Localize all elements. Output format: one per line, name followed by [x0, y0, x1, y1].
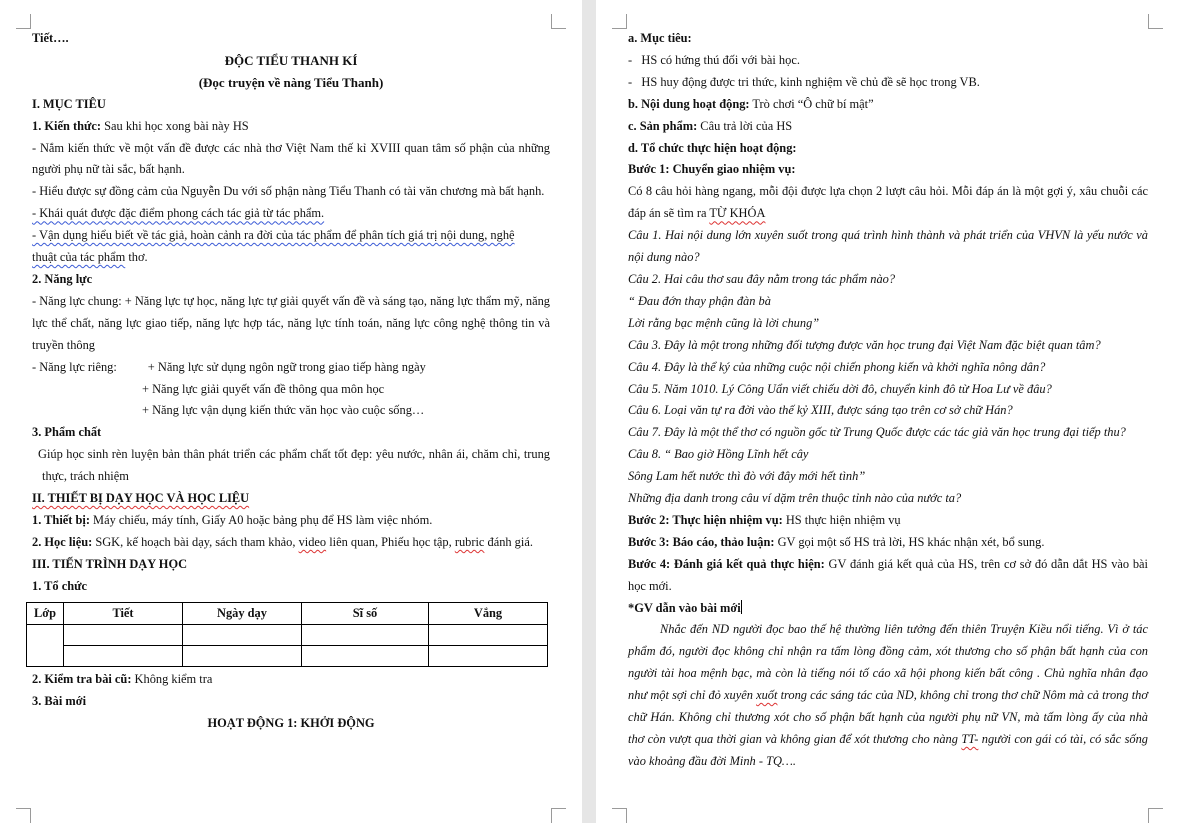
- document-title: ĐỘC TIỂU THANH KÍ: [224, 52, 358, 68]
- section-heading: 3. Phẩm chất: [32, 425, 102, 440]
- section-heading: 3. Bài mới: [32, 694, 87, 709]
- paragraph: [32, 225, 550, 269]
- table-header: Vắng: [429, 602, 548, 625]
- paragraph: [628, 532, 1148, 554]
- question: Câu 1. Hai nội dung lớn xuyên suốt trong quá trình hình thành và phát triển của VHVN là yếu nước và nội dung nào?: [628, 228, 1148, 265]
- label: *GV dẫn vào bài mới: [628, 600, 741, 615]
- paragraph: [628, 94, 1148, 116]
- page-body[interactable]: [32, 28, 550, 735]
- label: Bước 4: Đánh giá kết quả thực hiện:: [628, 556, 825, 571]
- poem-line: “ Đau đớn thay phận đàn bà: [628, 293, 771, 308]
- section-heading: d. Tổ chức thực hiện hoạt động:: [628, 140, 797, 155]
- table-cell[interactable]: [183, 646, 302, 667]
- question: Câu 7. Đây là một thể thơ có nguồn gốc từ Trung Quốc được các tác giả văn học trung đại tiếp thu?: [628, 425, 1126, 440]
- spell-marked-text: II. THIẾT BỊ DẠY HỌC VÀ HỌC LIỆU: [32, 491, 250, 506]
- paragraph: [628, 510, 1148, 532]
- margin-corner-mark: [612, 808, 627, 823]
- document-page-left: [0, 0, 582, 823]
- page-body[interactable]: [628, 28, 1148, 773]
- text: HS thực hiện nhiệm vụ: [782, 512, 901, 527]
- question: Những địa danh trong câu ví dặm trên thuộc tỉnh nào của nước ta?: [628, 491, 962, 506]
- paragraph: [32, 510, 550, 532]
- table-cell[interactable]: [27, 625, 64, 667]
- table-cell[interactable]: [302, 625, 429, 646]
- margin-corner-mark: [551, 14, 566, 29]
- text-cursor: [741, 600, 742, 614]
- paragraph: - Nắm kiến thức về một vấn đề được các nhà thơ Việt Nam thế kỉ XVIII quan tâm số phận của những người phụ nữ tài sắc, bất hạnh.: [32, 140, 550, 177]
- table-header: Lớp: [27, 602, 64, 625]
- label: 1. Kiến thức:: [32, 118, 102, 133]
- section-heading: [32, 488, 550, 510]
- question: Câu 6. Loại văn tự ra đời vào thế kỷ XIII, được sáng tạo trên cơ sở chữ Hán?: [628, 403, 1013, 418]
- grammar-marked-text: thuật của tác phẩm: [32, 250, 126, 265]
- section-heading: I. MỤC TIÊU: [32, 96, 106, 111]
- margin-corner-mark: [1148, 14, 1163, 29]
- text: Nhắc đến ND người đọc bao thế hệ thường liên tưởng đến thiên Truyện Kiều nổi tiếng. Vì ở tác phẩm đó, người đọc không chỉ nhận ra tấm lòng đồng cảm, xót thương cho số phận bất hạnh của con người tài hoa mệnh bạc, mà còn là tiếng nói tố cáo xã hội phong kiến bất công . Chủ nghĩa nhân đạo như một sợi chỉ đỏ xuyên: [628, 622, 1148, 703]
- label: 1. Thiết bị:: [32, 512, 90, 527]
- label: Bước 2: Thực hiện nhiệm vụ:: [628, 512, 783, 527]
- table-cell[interactable]: [302, 646, 429, 667]
- section-heading: 1. Tổ chức: [32, 578, 88, 593]
- text: liên quan, Phiếu học tập,: [326, 534, 455, 549]
- label: Bước 3: Báo cáo, thảo luận:: [628, 534, 775, 549]
- paragraph: - HS huy động được tri thức, kinh nghiệm về chủ đề sẽ học trong VB.: [628, 74, 980, 89]
- table-header: Sĩ số: [302, 602, 429, 625]
- text: Trò chơi “Ô chữ bí mật”: [749, 96, 874, 111]
- spell-marked-text: xuốt: [756, 688, 778, 703]
- text: Máy chiếu, máy tính, Giấy A0 hoặc bảng phụ để HS làm việc nhóm.: [89, 512, 433, 527]
- document-subtitle: (Đọc truyện về nàng Tiểu Thanh): [198, 74, 384, 90]
- intro-paragraph: [628, 619, 1148, 772]
- table-cell[interactable]: [183, 625, 302, 646]
- text: GV đánh giá kết quả của HS, trên cơ sở đó dẫn dắt HS vào bài học mới.: [628, 556, 1149, 593]
- section-heading: III. TIẾN TRÌNH DẠY HỌC: [32, 556, 188, 571]
- text: Sau khi học xong bài này HS: [101, 118, 249, 133]
- table-cell[interactable]: [64, 646, 183, 667]
- step-heading: Bước 1: Chuyển giao nhiệm vụ:: [628, 162, 796, 177]
- section-heading: [628, 598, 1148, 620]
- paragraph: [32, 203, 550, 225]
- table-header: Ngày dạy: [183, 602, 302, 625]
- poem-line: Sông Lam hết nước thì đò với đây mới hết tình”: [628, 469, 866, 484]
- label: 2. Học liệu:: [32, 534, 93, 549]
- paragraph: - Năng lực chung: + Năng lực tự học, năng lực tự giải quyết vấn đề và sáng tạo, năng lực thẩm mỹ, năng lực thể chất, năng lực giao tiếp, năng lực hợp tác, năng lực tính toán, năng lực công nghệ thông tin và truyền thông: [32, 293, 550, 352]
- text: GV gọi một số HS trả lời, HS khác nhận xét, bổ sung.: [774, 534, 1045, 549]
- spell-marked-text: video: [298, 534, 327, 549]
- paragraph: [628, 554, 1148, 598]
- margin-corner-mark: [1148, 808, 1163, 823]
- text: Có 8 câu hỏi hàng ngang, mỗi đội được lựa chọn 2 lượt câu hỏi. Mỗi đáp án là một gợi ý, xâu chuỗi các đáp án sẽ tìm ra: [628, 184, 1148, 221]
- text: SGK, kế hoạch bài dạy, sách tham khảo,: [92, 534, 299, 549]
- text: thơ.: [125, 250, 148, 265]
- paragraph: [32, 116, 550, 138]
- margin-corner-mark: [16, 14, 31, 29]
- margin-corner-mark: [551, 808, 566, 823]
- paragraph: - HS có hứng thú đối với bài học.: [628, 52, 800, 67]
- paragraph: [628, 116, 1148, 138]
- text: đánh giá.: [484, 534, 533, 549]
- table-cell[interactable]: [64, 625, 183, 646]
- question: Câu 8. “ Bao giờ Hồng Lĩnh hết cây: [628, 447, 809, 462]
- text: Không kiểm tra: [131, 672, 213, 687]
- paragraph: + Năng lực vận dụng kiến thức văn học vào cuộc sống…: [142, 403, 425, 418]
- text: người con gái có tài, có sắc sống vào khoảng đầu đời Minh - TQ….: [628, 732, 1148, 768]
- class-info-table: [26, 602, 548, 668]
- spell-marked-text: TT-: [961, 732, 979, 746]
- paragraph: - Năng lực riêng: + Năng lực sử dụng ngôn ngữ trong giao tiếp hàng ngày: [32, 359, 426, 374]
- question: Câu 5. Năm 1010. Lý Công Uẩn viết chiếu dời đô, chuyển kinh đô từ Hoa Lư về đâu?: [628, 381, 1052, 396]
- label: c. Sản phẩm:: [628, 118, 698, 133]
- grammar-marked-text: - Vận dụng hiểu biết về tác giả, hoàn cảnh ra đời của tác phẩm để phân tích giá trị nội dung, nghệ: [32, 228, 515, 243]
- keyword: TỪ KHÓA: [709, 206, 766, 221]
- lesson-number: Tiết….: [32, 31, 69, 45]
- paragraph: - Hiểu được sự đồng cảm của Nguyễn Du với số phận nàng Tiểu Thanh có tài văn chương mà bất hạnh.: [32, 184, 545, 199]
- paragraph: + Năng lực giải quyết vấn đề thông qua môn học: [142, 381, 385, 396]
- grammar-marked-text: - Khái quát được đặc điểm phong cách tác giả từ tác phẩm.: [32, 206, 325, 221]
- table-header: Tiết: [64, 602, 183, 625]
- text: trong các sáng tác của ND, không chỉ trong thơ chữ Nôm mà cả trong thơ chữ Hán. Không chỉ thương xót cho số phận bất hạnh của người phụ nữ VN, mà tấm lòng ấy của nhà thơ còn vượt qua thời gian và không gian để xót thương cho nàng: [628, 688, 1148, 746]
- paragraph: [628, 181, 1148, 225]
- label: 2. Kiểm tra bài cũ:: [32, 672, 132, 687]
- table-cell[interactable]: [429, 646, 548, 667]
- margin-corner-mark: [612, 14, 627, 29]
- question: Câu 2. Hai câu thơ sau đây nằm trong tác phẩm nào?: [628, 271, 896, 286]
- spell-marked-text: rubric: [454, 534, 485, 549]
- label: b. Nội dung hoạt động:: [628, 96, 750, 111]
- paragraph: [32, 532, 550, 554]
- paragraph: Giúp học sinh rèn luyện bản thân phát triển các phẩm chất tốt đẹp: yêu nước, nhân ái, chăm chỉ, trung thực, trách nhiệm: [38, 447, 550, 484]
- section-heading: 2. Năng lực: [32, 271, 93, 286]
- question: Câu 3. Đây là một trong những đối tượng được văn học trung đại Việt Nam đặc biệt quan tâm?: [628, 337, 1101, 352]
- question: Câu 4. Đây là thể ký của những cuộc nội chiến phong kiến và khởi nghĩa nông dân?: [628, 359, 1046, 374]
- paragraph: [32, 669, 550, 691]
- activity-heading: HOẠT ĐỘNG 1: KHỞI ĐỘNG: [207, 716, 375, 731]
- document-page-right: [596, 0, 1179, 823]
- section-heading: a. Mục tiêu:: [628, 31, 692, 45]
- text: Câu trả lời của HS: [697, 118, 793, 133]
- table-cell[interactable]: [429, 625, 548, 646]
- poem-line: Lời rằng bạc mệnh cũng là lời chung”: [628, 315, 820, 330]
- margin-corner-mark: [16, 808, 31, 823]
